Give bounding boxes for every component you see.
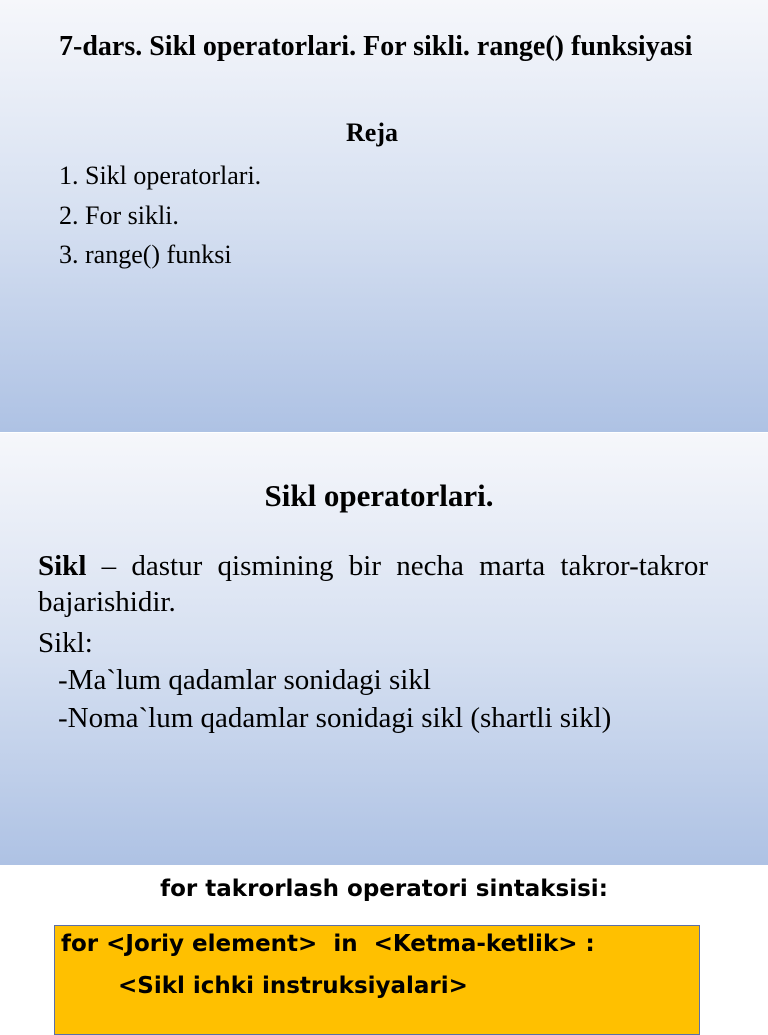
definition-paragraph <box>38 548 708 620</box>
type-item-known: -Ma`lum qadamlar sonidagi sikl <box>58 664 431 696</box>
plan-item: 2. For sikli. <box>59 200 179 230</box>
definition-text: – dastur qismining bir necha marta takror-takror bajarishidir. <box>38 550 708 618</box>
lesson-title: 7-dars. Sikl operatorlari. For sikli. range() funksiyasi <box>59 31 693 62</box>
slide-1 <box>0 0 768 432</box>
code-line-body: <Sikl ichki instruksiyalari> <box>118 973 468 999</box>
code-line-for: for <Joriy element> in <Ketma-ketlik> : <box>61 931 595 957</box>
section-title: Sikl operatorlari. <box>264 478 494 513</box>
syntax-heading: for takrorlash operatori sintaksisi: <box>160 876 608 902</box>
plan-item: 1. Sikl operatorlari. <box>59 161 262 190</box>
types-label: Sikl: <box>38 627 93 659</box>
plan-heading: Reja <box>346 118 398 147</box>
plan-list <box>59 156 261 275</box>
definition-term: Sikl <box>38 550 87 582</box>
plan-item: 3. range() funksi <box>59 240 232 269</box>
section-body <box>38 548 708 737</box>
syntax-code-box <box>54 925 700 1035</box>
type-item-unknown: -Noma`lum qadamlar sonidagi sikl (shartli sikl) <box>58 702 612 734</box>
